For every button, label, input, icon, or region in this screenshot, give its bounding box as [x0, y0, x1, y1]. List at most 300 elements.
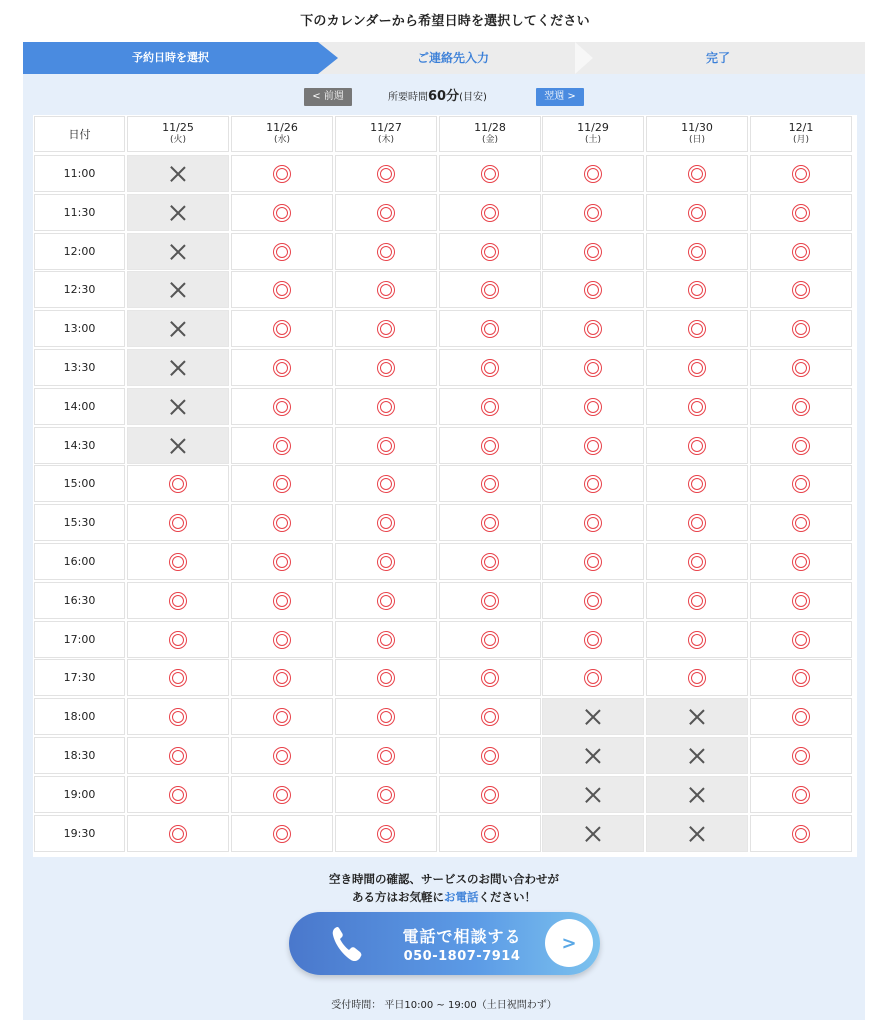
double-circle-icon	[169, 786, 187, 804]
next-week-button[interactable]: 翌週 >	[536, 88, 584, 106]
time-label: 18:30	[63, 749, 96, 762]
slot-available[interactable]	[335, 427, 437, 464]
slot-available[interactable]	[335, 465, 437, 502]
slot-available[interactable]	[335, 582, 437, 619]
slot-available[interactable]	[231, 698, 333, 735]
day-of-week: (火)	[169, 135, 186, 145]
slot-available[interactable]	[750, 776, 852, 813]
call-button-number: 050-1807-7914	[403, 949, 521, 964]
slot-available[interactable]	[542, 349, 644, 386]
slot-unavailable	[542, 698, 644, 735]
slot-available[interactable]	[750, 543, 852, 580]
slot-available[interactable]	[646, 194, 748, 231]
slot-available[interactable]	[335, 310, 437, 347]
slot-available[interactable]	[542, 271, 644, 308]
slot-available[interactable]	[231, 465, 333, 502]
slot-available[interactable]	[542, 543, 644, 580]
slot-available[interactable]	[127, 504, 229, 541]
slot-unavailable	[127, 310, 229, 347]
double-circle-icon	[377, 825, 395, 843]
slot-available[interactable]	[646, 465, 748, 502]
double-circle-icon	[481, 514, 499, 532]
double-circle-icon	[481, 631, 499, 649]
time-slot-label	[34, 155, 125, 192]
slot-available[interactable]	[127, 776, 229, 813]
time-label: 11:00	[63, 167, 96, 180]
double-circle-icon	[377, 514, 395, 532]
double-circle-icon	[273, 553, 291, 571]
contact-line-2-prefix: ある方はお気軽に	[352, 890, 444, 904]
slot-available[interactable]	[439, 815, 541, 852]
slot-available[interactable]	[646, 310, 748, 347]
slot-available[interactable]	[750, 582, 852, 619]
slot-available[interactable]	[231, 310, 333, 347]
slot-available[interactable]	[542, 310, 644, 347]
calendar-grid	[33, 115, 857, 857]
double-circle-icon	[584, 437, 602, 455]
double-circle-icon	[481, 747, 499, 765]
time-label: 13:30	[63, 361, 96, 374]
slot-available[interactable]	[231, 659, 333, 696]
double-circle-icon	[792, 631, 810, 649]
double-circle-icon	[792, 398, 810, 416]
double-circle-icon	[584, 243, 602, 261]
contact-message	[23, 870, 865, 906]
double-circle-icon	[584, 165, 602, 183]
slot-available[interactable]	[439, 271, 541, 308]
cross-icon	[170, 244, 186, 260]
double-circle-icon	[792, 204, 810, 222]
slot-available[interactable]	[335, 621, 437, 658]
double-circle-icon	[792, 708, 810, 726]
double-circle-icon	[481, 708, 499, 726]
double-circle-icon	[273, 631, 291, 649]
cross-icon	[689, 787, 705, 803]
double-circle-icon	[792, 165, 810, 183]
slot-available[interactable]	[335, 349, 437, 386]
double-circle-icon	[792, 281, 810, 299]
double-circle-icon	[273, 475, 291, 493]
double-circle-icon	[481, 592, 499, 610]
double-circle-icon	[377, 475, 395, 493]
slot-available[interactable]	[335, 737, 437, 774]
slot-available[interactable]	[439, 776, 541, 813]
double-circle-icon	[169, 825, 187, 843]
call-button[interactable]	[289, 912, 600, 975]
day-of-week: (月)	[792, 135, 809, 145]
slot-available[interactable]	[127, 815, 229, 852]
double-circle-icon	[584, 669, 602, 687]
double-circle-icon	[273, 514, 291, 532]
cross-icon	[170, 282, 186, 298]
slot-available[interactable]	[231, 543, 333, 580]
slot-available[interactable]	[335, 504, 437, 541]
day-header	[439, 116, 541, 152]
day-header	[127, 116, 229, 152]
day-of-week: (土)	[584, 135, 601, 145]
double-circle-icon	[169, 592, 187, 610]
slot-available[interactable]	[439, 698, 541, 735]
slot-available[interactable]	[646, 621, 748, 658]
slot-available[interactable]	[231, 233, 333, 270]
cross-icon	[689, 709, 705, 725]
time-slot-label	[34, 659, 125, 696]
time-slot-label	[34, 233, 125, 270]
slot-available[interactable]	[335, 698, 437, 735]
slot-unavailable	[127, 194, 229, 231]
double-circle-icon	[792, 825, 810, 843]
time-slot-label	[34, 427, 125, 464]
slot-available[interactable]	[750, 310, 852, 347]
time-label: 13:00	[63, 322, 96, 335]
slot-unavailable	[542, 776, 644, 813]
contact-line-1: 空き時間の確認、サービスのお問い合わせが	[329, 872, 559, 886]
double-circle-icon	[688, 592, 706, 610]
slot-available[interactable]	[127, 659, 229, 696]
day-date: 11/27	[370, 121, 402, 134]
slot-unavailable	[127, 427, 229, 464]
time-slot-label	[34, 815, 125, 852]
slot-available[interactable]	[542, 233, 644, 270]
slot-available[interactable]	[646, 659, 748, 696]
slot-available[interactable]	[439, 659, 541, 696]
cross-icon	[170, 360, 186, 376]
day-of-week: (木)	[377, 135, 394, 145]
double-circle-icon	[688, 359, 706, 377]
slot-available[interactable]	[542, 427, 644, 464]
slot-available[interactable]	[750, 504, 852, 541]
cross-icon	[585, 787, 601, 803]
day-date: 11/29	[577, 121, 609, 134]
double-circle-icon	[584, 475, 602, 493]
slot-available[interactable]	[127, 582, 229, 619]
day-header-label	[162, 121, 194, 147]
day-date: 11/26	[266, 121, 298, 134]
double-circle-icon	[169, 514, 187, 532]
slot-available[interactable]	[439, 621, 541, 658]
slot-unavailable	[127, 388, 229, 425]
double-circle-icon	[169, 708, 187, 726]
duration-prefix: 所要時間	[388, 92, 428, 103]
double-circle-icon	[169, 747, 187, 765]
double-circle-icon	[273, 165, 291, 183]
double-circle-icon	[169, 475, 187, 493]
time-slot-label	[34, 349, 125, 386]
double-circle-icon	[481, 165, 499, 183]
time-label: 15:00	[63, 477, 96, 490]
slot-available[interactable]	[542, 582, 644, 619]
slot-available[interactable]	[335, 271, 437, 308]
slot-available[interactable]	[750, 815, 852, 852]
double-circle-icon	[792, 475, 810, 493]
step-active-arrow	[318, 42, 338, 74]
slot-unavailable	[646, 815, 748, 852]
slot-available[interactable]	[646, 388, 748, 425]
business-hours: 受付時間： 平日10:00 ~ 19:00（土日祝問わず）	[331, 1000, 557, 1011]
double-circle-icon	[584, 320, 602, 338]
slot-unavailable	[646, 737, 748, 774]
slot-available[interactable]	[231, 621, 333, 658]
duration-suffix: (目安)	[459, 92, 487, 103]
cross-icon	[585, 748, 601, 764]
cross-icon	[170, 399, 186, 415]
slot-available[interactable]	[750, 349, 852, 386]
slot-available[interactable]	[750, 427, 852, 464]
slot-available[interactable]	[750, 698, 852, 735]
double-circle-icon	[377, 281, 395, 299]
slot-available[interactable]	[231, 582, 333, 619]
slot-available[interactable]	[231, 427, 333, 464]
page-title: 下のカレンダーから希望日時を選択してください	[300, 14, 590, 29]
slot-available[interactable]	[231, 194, 333, 231]
double-circle-icon	[377, 553, 395, 571]
time-label: 17:00	[63, 633, 96, 646]
time-label: 16:30	[63, 594, 96, 607]
double-circle-icon	[377, 631, 395, 649]
step-contact-input: ご連絡先入力	[416, 51, 489, 65]
double-circle-icon	[584, 359, 602, 377]
slot-available[interactable]	[231, 271, 333, 308]
slot-available[interactable]	[335, 194, 437, 231]
double-circle-icon	[481, 475, 499, 493]
time-slot-label	[34, 698, 125, 735]
slot-available[interactable]	[439, 582, 541, 619]
time-slot-label	[34, 543, 125, 580]
slot-available[interactable]	[439, 194, 541, 231]
double-circle-icon	[584, 514, 602, 532]
slot-available[interactable]	[439, 543, 541, 580]
double-circle-icon	[377, 204, 395, 222]
slot-available[interactable]	[750, 737, 852, 774]
time-slot-label	[34, 504, 125, 541]
time-label: 12:00	[63, 245, 96, 258]
double-circle-icon	[481, 669, 499, 687]
double-circle-icon	[584, 204, 602, 222]
time-label: 17:30	[63, 671, 96, 684]
day-header-label	[474, 121, 506, 147]
day-date: 12/1	[788, 121, 814, 134]
double-circle-icon	[584, 592, 602, 610]
double-circle-icon	[377, 669, 395, 687]
slot-available[interactable]	[750, 621, 852, 658]
double-circle-icon	[273, 398, 291, 416]
slot-available[interactable]	[439, 504, 541, 541]
double-circle-icon	[584, 398, 602, 416]
step-separator-arrow	[575, 42, 593, 74]
slot-available[interactable]	[542, 504, 644, 541]
slot-available[interactable]	[646, 543, 748, 580]
day-header-label	[789, 121, 814, 147]
time-label: 15:30	[63, 516, 96, 529]
time-slot-label	[34, 465, 125, 502]
slot-unavailable	[542, 737, 644, 774]
slot-available[interactable]	[127, 737, 229, 774]
double-circle-icon	[584, 631, 602, 649]
double-circle-icon	[377, 320, 395, 338]
day-header	[231, 116, 333, 152]
slot-available[interactable]	[335, 155, 437, 192]
slot-available[interactable]	[127, 465, 229, 502]
double-circle-icon	[688, 243, 706, 261]
slot-available[interactable]	[750, 194, 852, 231]
day-header	[335, 116, 437, 152]
cross-icon	[170, 438, 186, 454]
day-header	[646, 116, 748, 152]
time-label: 14:30	[63, 439, 96, 452]
double-circle-icon	[481, 825, 499, 843]
double-circle-icon	[377, 437, 395, 455]
double-circle-icon	[273, 669, 291, 687]
double-circle-icon	[688, 281, 706, 299]
double-circle-icon	[273, 204, 291, 222]
slot-available[interactable]	[439, 427, 541, 464]
slot-available[interactable]	[439, 737, 541, 774]
double-circle-icon	[377, 747, 395, 765]
contact-line-2-suffix: ください！	[478, 890, 536, 904]
slot-available[interactable]	[646, 582, 748, 619]
booking-panel	[23, 42, 865, 1020]
slot-unavailable	[646, 776, 748, 813]
double-circle-icon	[377, 243, 395, 261]
slot-available[interactable]	[335, 815, 437, 852]
slot-available[interactable]	[646, 349, 748, 386]
double-circle-icon	[688, 165, 706, 183]
slot-available[interactable]	[750, 465, 852, 502]
slot-available[interactable]	[750, 659, 852, 696]
double-circle-icon	[481, 320, 499, 338]
double-circle-icon	[273, 243, 291, 261]
slot-available[interactable]	[439, 155, 541, 192]
slot-available[interactable]	[335, 233, 437, 270]
cross-icon	[585, 826, 601, 842]
slot-available[interactable]	[127, 698, 229, 735]
slot-available[interactable]	[750, 233, 852, 270]
time-slot-label	[34, 271, 125, 308]
double-circle-icon	[481, 359, 499, 377]
cross-icon	[689, 748, 705, 764]
day-date: 11/28	[474, 121, 506, 134]
duration-info	[388, 88, 518, 106]
double-circle-icon	[273, 437, 291, 455]
slot-available[interactable]	[127, 543, 229, 580]
double-circle-icon	[688, 398, 706, 416]
time-label: 16:00	[63, 555, 96, 568]
slot-available[interactable]	[335, 543, 437, 580]
slot-available[interactable]	[646, 427, 748, 464]
double-circle-icon	[169, 669, 187, 687]
slot-available[interactable]	[439, 233, 541, 270]
time-slot-label	[34, 737, 125, 774]
slot-available[interactable]	[335, 776, 437, 813]
step-complete: 完了	[705, 51, 730, 65]
double-circle-icon	[273, 825, 291, 843]
slot-unavailable	[646, 698, 748, 735]
slot-available[interactable]	[750, 155, 852, 192]
chevron-right-icon: >	[545, 919, 593, 967]
time-slot-label	[34, 582, 125, 619]
double-circle-icon	[688, 514, 706, 532]
double-circle-icon	[481, 281, 499, 299]
slot-available[interactable]	[439, 465, 541, 502]
slot-unavailable	[127, 349, 229, 386]
day-header-label	[370, 121, 402, 147]
double-circle-icon	[481, 398, 499, 416]
slot-available[interactable]	[127, 621, 229, 658]
day-date: 11/30	[681, 121, 713, 134]
prev-week-button[interactable]: < 前週	[304, 88, 352, 106]
double-circle-icon	[169, 553, 187, 571]
slot-available[interactable]	[335, 659, 437, 696]
slot-unavailable	[127, 155, 229, 192]
double-circle-icon	[792, 437, 810, 455]
time-label: 11:30	[63, 206, 96, 219]
double-circle-icon	[481, 243, 499, 261]
slot-available[interactable]	[231, 815, 333, 852]
day-of-week: (水)	[273, 135, 290, 145]
time-label: 18:00	[63, 710, 96, 723]
cross-icon	[585, 709, 601, 725]
corner-label: 日付	[68, 128, 91, 141]
slot-available[interactable]	[542, 388, 644, 425]
double-circle-icon	[377, 165, 395, 183]
slot-available[interactable]	[231, 155, 333, 192]
day-of-week: (金)	[481, 135, 498, 145]
double-circle-icon	[377, 708, 395, 726]
double-circle-icon	[273, 592, 291, 610]
double-circle-icon	[792, 553, 810, 571]
slot-available[interactable]	[335, 388, 437, 425]
slot-available[interactable]	[231, 776, 333, 813]
slot-available[interactable]	[750, 271, 852, 308]
slot-available[interactable]	[646, 155, 748, 192]
slot-available[interactable]	[542, 194, 644, 231]
slot-available[interactable]	[439, 349, 541, 386]
slot-available[interactable]	[646, 271, 748, 308]
slot-available[interactable]	[542, 465, 644, 502]
time-label: 12:30	[63, 283, 96, 296]
duration-value: 60分	[428, 89, 460, 104]
slot-available[interactable]	[646, 233, 748, 270]
slot-available[interactable]	[542, 155, 644, 192]
slot-available[interactable]	[231, 504, 333, 541]
slot-available[interactable]	[750, 388, 852, 425]
slot-available[interactable]	[646, 504, 748, 541]
day-of-week: (日)	[688, 135, 705, 145]
slot-unavailable	[542, 815, 644, 852]
step-select-datetime: 予約日時を選択	[23, 42, 318, 74]
double-circle-icon	[377, 786, 395, 804]
calendar-corner-header	[34, 116, 125, 152]
slot-available[interactable]	[231, 388, 333, 425]
slot-available[interactable]	[231, 737, 333, 774]
double-circle-icon	[688, 437, 706, 455]
double-circle-icon	[481, 437, 499, 455]
contact-line-2-highlight: お電話	[444, 890, 479, 904]
slot-available[interactable]	[542, 621, 644, 658]
double-circle-icon	[481, 553, 499, 571]
slot-available[interactable]	[231, 349, 333, 386]
double-circle-icon	[584, 281, 602, 299]
slot-available[interactable]	[439, 310, 541, 347]
slot-available[interactable]	[439, 388, 541, 425]
cross-icon	[170, 166, 186, 182]
time-slot-label	[34, 310, 125, 347]
cross-icon	[689, 826, 705, 842]
day-header	[542, 116, 644, 152]
double-circle-icon	[481, 786, 499, 804]
time-label: 19:30	[63, 827, 96, 840]
slot-available[interactable]	[542, 659, 644, 696]
